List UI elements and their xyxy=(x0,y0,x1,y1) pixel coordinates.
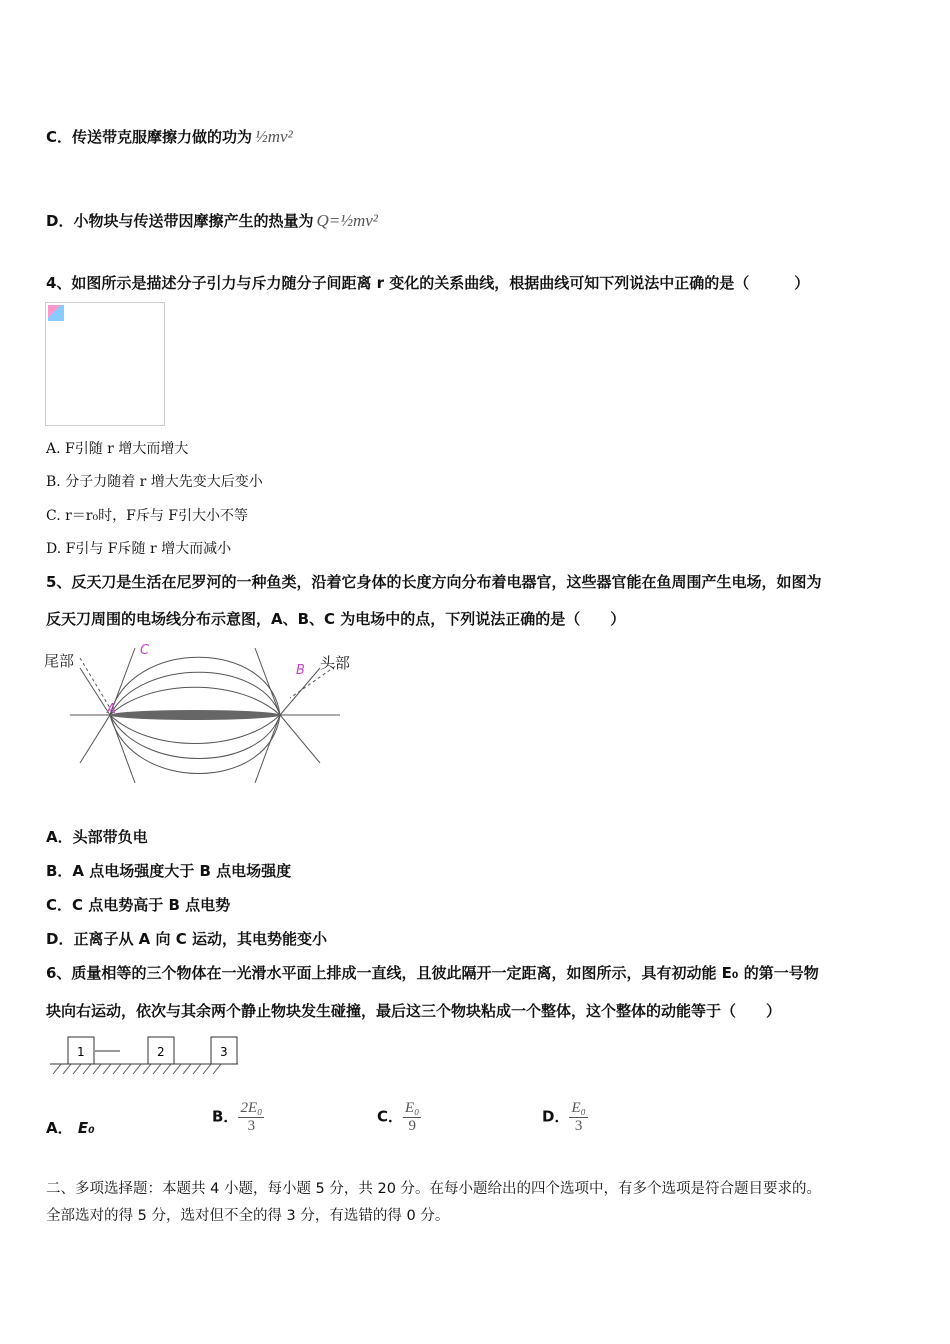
q5-stem-line1: 5、反天刀是生活在尼罗河的一种鱼类，沿着它身体的长度方向分布着电器官，这些器官能在鱼周围产生电场，如图为 xyxy=(46,573,822,591)
option-text: C．传送带克服摩擦力做的功为 xyxy=(46,128,253,146)
label-b: B xyxy=(296,663,305,678)
blocks-diagram xyxy=(48,1034,248,1074)
denominator: 9 xyxy=(408,1117,416,1134)
q6-option-d xyxy=(542,1100,588,1134)
broken-image-icon xyxy=(48,305,64,321)
q4-option-a: A. F引随 r 增大而增大 xyxy=(46,441,189,457)
q4-stem: 4、如图所示是描述分子引力与斥力随分子间距离 r 变化的关系曲线，根据曲线可知下列说法中正确的是（ ） xyxy=(46,274,810,292)
q5-option-a: A．头部带负电 xyxy=(46,828,148,846)
option-text: D．小物块与传送带因摩擦产生的热量为 xyxy=(46,212,314,230)
broken-image-placeholder xyxy=(45,302,165,426)
q4-option-b: B. 分子力随着 r 增大先变大后变小 xyxy=(46,474,263,490)
q6-option-c xyxy=(377,1100,421,1134)
denominator: 3 xyxy=(247,1117,256,1134)
q4-option-d: D. F引与 F斥随 r 增大而减小 xyxy=(46,541,232,557)
numerator: E₀ xyxy=(571,1100,586,1116)
label-head: 头部 xyxy=(320,654,351,672)
fraction xyxy=(569,1100,587,1134)
option-label: B． xyxy=(212,1107,239,1126)
formula-half-mv2: ½mv² xyxy=(255,127,293,146)
section2-header-line2: 全部选对的得 5 分，选对但不全的得 3 分，有选错的得 0 分。 xyxy=(46,1208,450,1224)
q5-option-c: C．C 点电势高于 B 点电势 xyxy=(46,896,231,914)
formula-q-half-mv2: Q=½mv² xyxy=(316,211,378,230)
electric-field-diagram xyxy=(40,638,360,798)
numerator: 2E₀ xyxy=(240,1100,263,1116)
q5-stem-line2: 反天刀周围的电场线分布示意图，A、B、C 为电场中的点，下列说法正确的是（ ） xyxy=(46,610,626,628)
option-label: C． xyxy=(377,1107,404,1126)
q3-option-d xyxy=(46,210,378,231)
q6-option-b xyxy=(212,1100,264,1134)
block-label: 2 xyxy=(157,1045,165,1059)
q3-option-c xyxy=(46,126,293,147)
q6-option-a xyxy=(46,1117,95,1138)
q5-option-d: D．正离子从 A 向 C 运动，其电势能变小 xyxy=(46,930,327,948)
numerator: E₀ xyxy=(405,1100,420,1116)
q6-stem-line2: 块向右运动，依次与其余两个静止物块发生碰撞，最后这三个物块粘成一个整体，这个整体的动能等于（ ） xyxy=(46,1002,782,1020)
q5-option-b: B．A 点电场强度大于 B 点电场强度 xyxy=(46,862,292,880)
fraction xyxy=(238,1100,264,1134)
fraction xyxy=(403,1100,421,1134)
block-label: 3 xyxy=(220,1045,228,1059)
label-c: C xyxy=(140,643,150,658)
option-label: A． xyxy=(46,1119,73,1137)
block-label: 1 xyxy=(77,1045,85,1059)
section2-header-line1: 二、多项选择题：本题共 4 小题，每小题 5 分，共 20 分。在每小题给出的四个选项中，有多个选项是符合题目要求的。 xyxy=(46,1181,822,1197)
denominator: 3 xyxy=(574,1117,583,1134)
option-label: D． xyxy=(542,1107,570,1126)
label-tail: 尾部 xyxy=(44,652,75,670)
option-value: E₀ xyxy=(77,1119,95,1137)
fish-body xyxy=(110,710,280,720)
q4-option-c: C. r＝r₀时，F斥与 F引大小不等 xyxy=(46,508,248,524)
label-a: A xyxy=(107,702,116,717)
q6-stem-line1: 6、质量相等的三个物体在一光滑水平面上排成一直线，且彼此隔开一定距离，如图所示，具有初动能 E₀ 的第一号物 xyxy=(46,964,819,982)
